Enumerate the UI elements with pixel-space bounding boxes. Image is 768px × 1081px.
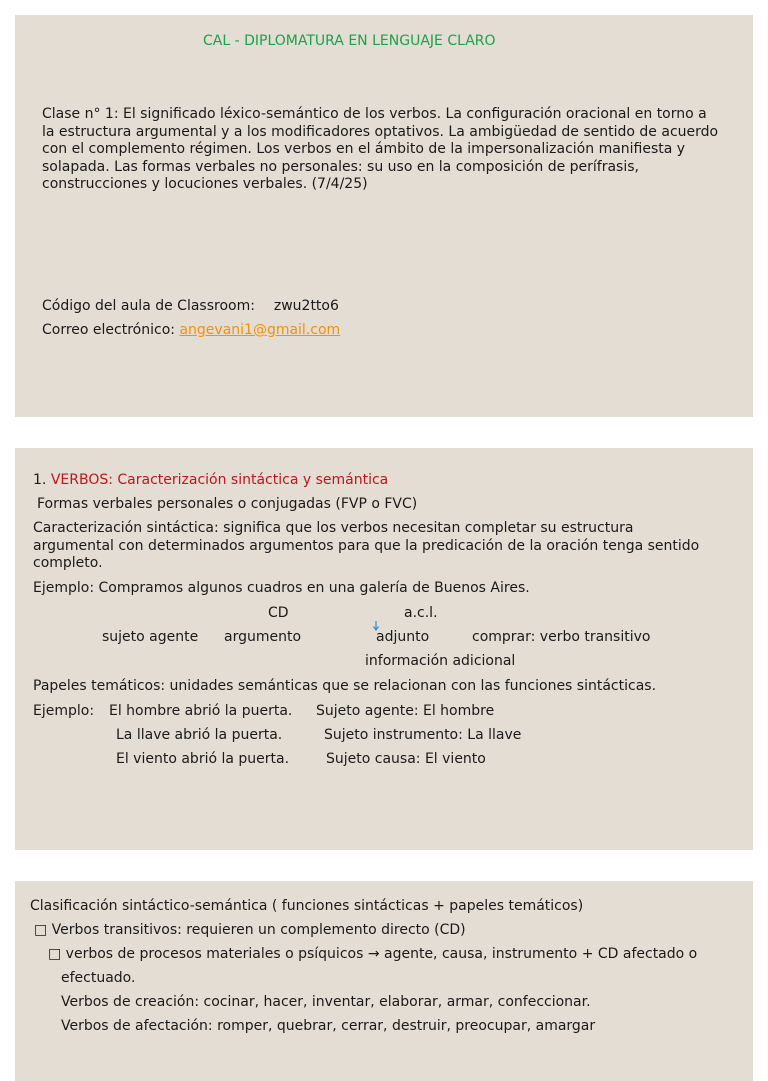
ejemplo-label: Ejemplo:	[33, 703, 95, 719]
course-header: CAL - DIPLOMATURA EN LENGUAJE CLARO	[203, 33, 496, 49]
classroom-code: zwu2tto6	[273, 298, 339, 314]
label-comprar: comprar: verbo transitivo	[472, 629, 651, 645]
example-1-sentence: El hombre abrió la puerta.	[109, 703, 293, 719]
classroom-label: Código del aula de Classroom:	[42, 298, 255, 314]
papeles-tematicos-line: Papeles temáticos: unidades semánticas que se relacionan con las funciones sintácticas.	[33, 678, 657, 694]
label-argumento: argumento	[224, 629, 302, 645]
example-3-role: Sujeto causa: El viento	[326, 751, 486, 767]
label-acl: a.c.l.	[404, 605, 438, 621]
example-2-sentence: La llave abrió la puerta.	[116, 727, 283, 743]
slide-3	[15, 881, 753, 1081]
bullet-procesos-continuation: efectuado.	[61, 970, 136, 986]
section-title-text: VERBOS: Caracterización sintáctica y semántica	[50, 472, 389, 488]
example-2-role: Sujeto instrumento: La llave	[324, 727, 522, 743]
formas-verbales-line: Formas verbales personales o conjugadas (FVP o FVC)	[37, 496, 418, 512]
caracterizacion-paragraph: Caracterización sintáctica: significa que los verbos necesitan completar su estructura argumental con determinados argumentos para que la predicación de la oración tenga sentido completo.	[33, 520, 700, 571]
bullet-procesos: □ verbos de procesos materiales o psíquicos → agente, causa, instrumento + CD afectado o	[48, 946, 698, 962]
label-cd: CD	[268, 605, 289, 621]
email-line	[42, 322, 340, 339]
classroom-line	[42, 298, 339, 315]
slide-1	[15, 15, 753, 417]
class-description: Clase n° 1: El significado léxico-semántico de los verbos. La configuración oracional en torno a la estructura argumental y a los modificadores optativos. La ambigüedad de sentido de acuerdo con el complemento régimen. Los verbos en el ámbito de la impersonalización manifiesta y solapada. Las formas verbales no personales: su uso en la composición de perífrasis, construcciones y locuciones verbales. (7/4/25)	[42, 106, 719, 192]
verbos-afectacion-line: Verbos de afectación: romper, quebrar, cerrar, destruir, preocupar, amargar	[61, 1018, 596, 1034]
label-info-adicional: información adicional	[365, 653, 516, 669]
example-3-sentence: El viento abrió la puerta.	[116, 751, 290, 767]
email-link[interactable]: angevani1@gmail.com	[179, 322, 341, 338]
verbos-creacion-line: Verbos de creación: cocinar, hacer, inventar, elaborar, armar, confeccionar.	[61, 994, 591, 1010]
ejemplo-sentence: Ejemplo: Compramos algunos cuadros en una galería de Buenos Aires.	[33, 580, 530, 596]
example-1-role: Sujeto agente: El hombre	[316, 703, 495, 719]
slide-2	[15, 448, 753, 850]
section-number: 1.	[33, 472, 47, 488]
email-label: Correo electrónico:	[42, 322, 175, 338]
bullet-transitivos: □ Verbos transitivos: requieren un complemento directo (CD)	[34, 922, 466, 938]
section-title	[33, 472, 388, 489]
label-sujeto-agente: sujeto agente	[102, 629, 199, 645]
clasificacion-title: Clasificación sintáctico-semántica ( funciones sintácticas + papeles temáticos)	[30, 898, 584, 914]
label-adjunto: adjunto	[376, 629, 430, 645]
